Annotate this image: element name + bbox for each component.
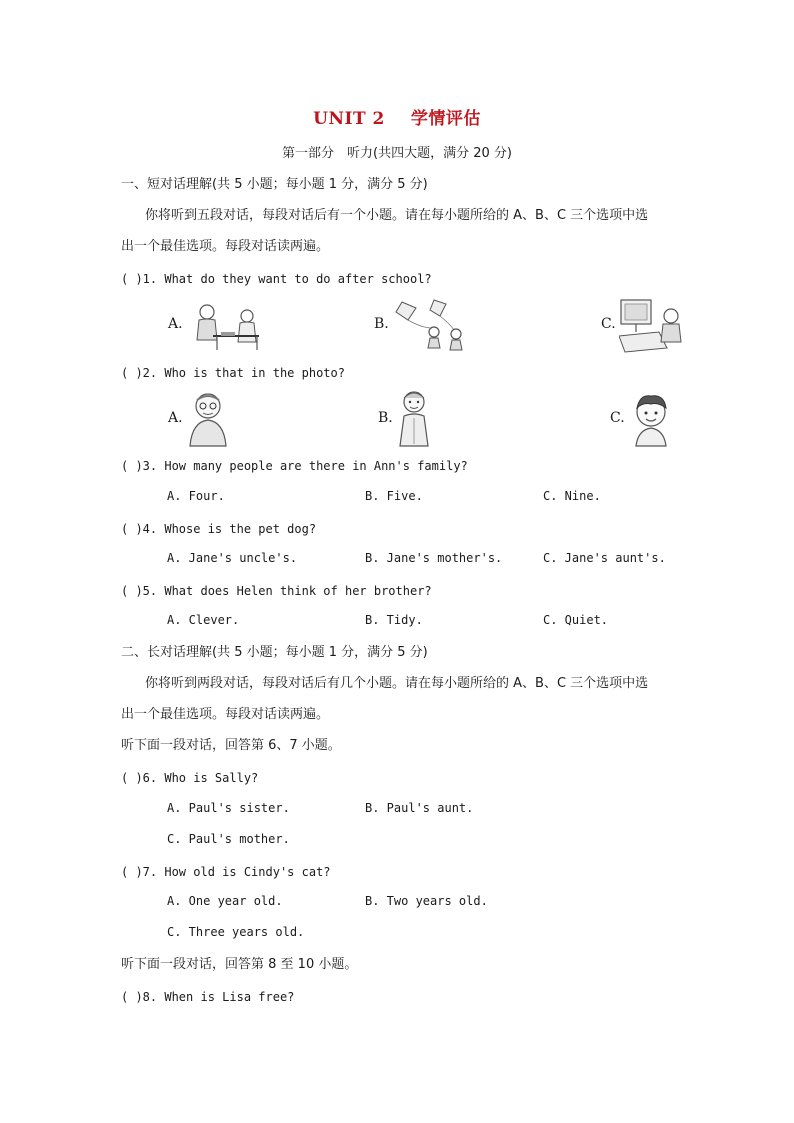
- q1-option-b-label: B.: [374, 316, 389, 332]
- section1-heading: 一、短对话理解(共 5 小题；每小题 1 分，满分 5 分): [121, 177, 428, 192]
- question-8-stem: ( )8. When is Lisa free?: [121, 990, 295, 1004]
- section2-heading: 二、长对话理解(共 5 小题；每小题 1 分，满分 5 分): [121, 645, 428, 660]
- q3-option-c: C. Nine.: [543, 489, 601, 503]
- grandmother-picture: [396, 388, 432, 448]
- q6-option-b: B. Paul's aunt.: [365, 801, 474, 815]
- q3-option-b: B. Five.: [365, 489, 423, 503]
- q5-option-c: C. Quiet.: [543, 613, 609, 627]
- q6-option-c: C. Paul's mother.: [167, 832, 290, 846]
- unit-label: UNIT 2: [313, 109, 385, 129]
- question-4-stem: ( )4. Whose is the pet dog?: [121, 522, 317, 536]
- q7-option-b: B. Two years old.: [365, 894, 488, 908]
- dialogue1-lead: 听下面一段对话，回答第 6、7 小题。: [121, 738, 341, 753]
- question-6-stem: ( )6. Who is Sally?: [121, 771, 259, 785]
- q2-option-a-label: A.: [168, 410, 183, 426]
- section2-instruction-line2: 出一个最佳选项。每段对话读两遍。: [121, 707, 330, 722]
- dialogue2-lead: 听下面一段对话，回答第 8 至 10 小题。: [121, 957, 358, 972]
- question-1-stem: ( )1. What do they want to do after school?: [121, 272, 432, 286]
- q6-option-a: A. Paul's sister.: [167, 801, 290, 815]
- q1-option-a-label: A.: [168, 316, 183, 332]
- q4-option-b: B. Jane's mother's.: [365, 551, 503, 565]
- q4-option-a: A. Jane's uncle's.: [167, 551, 298, 565]
- section2-instruction-line1: 你将听到两段对话，每段对话后有几个小题。请在每小题所给的 A、B、C 三个选项中选: [145, 676, 649, 691]
- q2-option-b-label: B.: [378, 410, 393, 426]
- boy-picture: [628, 390, 674, 448]
- q3-option-a: A. Four.: [167, 489, 225, 503]
- question-3-stem: ( )3. How many people are there in Ann's family?: [121, 459, 468, 473]
- section1-instruction-line1: 你将听到五段对话，每段对话后有一个小题。请在每小题所给的 A、B、C 三个选项中选: [145, 208, 649, 223]
- grandfather-picture: [186, 388, 230, 448]
- family-at-table-picture: [187, 302, 267, 352]
- q4-option-c: C. Jane's aunt's.: [543, 551, 666, 565]
- q5-option-a: A. Clever.: [167, 613, 240, 627]
- part-heading: 第一部分 听力(共四大题，满分 20 分): [282, 146, 512, 161]
- q7-option-c: C. Three years old.: [167, 925, 305, 939]
- page-title: [0, 104, 794, 129]
- question-7-stem: ( )7. How old is Cindy's cat?: [121, 865, 331, 879]
- kids-flying-kites-picture: [394, 298, 470, 354]
- q2-option-c-label: C.: [610, 410, 625, 426]
- section1-instruction-line2: 出一个最佳选项。每段对话读两遍。: [121, 239, 330, 254]
- question-2-stem: ( )2. Who is that in the photo?: [121, 366, 345, 380]
- title-cn: 学情评估: [410, 109, 481, 129]
- question-5-stem: ( )5. What does Helen think of her brother?: [121, 584, 432, 598]
- watching-tv-picture: [619, 296, 687, 354]
- q1-option-c-label: C.: [601, 316, 616, 332]
- q7-option-a: A. One year old.: [167, 894, 283, 908]
- q5-option-b: B. Tidy.: [365, 613, 423, 627]
